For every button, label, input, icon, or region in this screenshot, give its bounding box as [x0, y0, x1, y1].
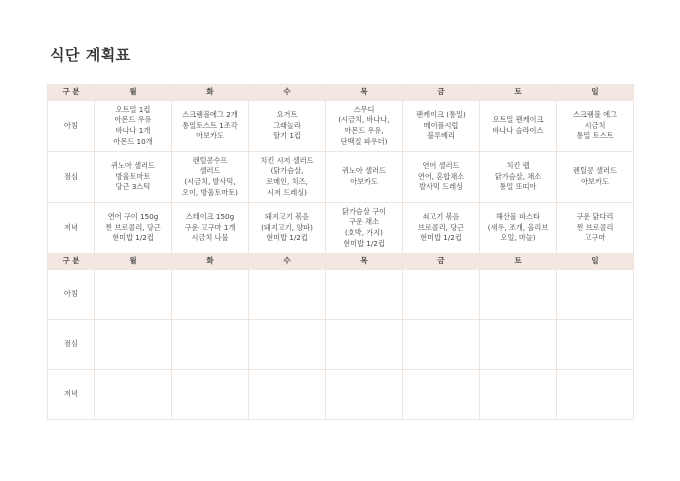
meal-item: 오트밀 팬케이크	[492, 115, 544, 125]
meal-item: 당근 3스틱	[115, 182, 151, 192]
header-cell-category: 구 분	[48, 85, 95, 101]
blank-header-cell: 목	[326, 254, 403, 270]
blank-meal-cell[interactable]	[249, 270, 326, 320]
meal-cell	[249, 152, 326, 203]
meal-row	[48, 152, 634, 203]
meal-item: 연어 구이 150g	[107, 212, 159, 222]
blank-meal-cell[interactable]	[480, 270, 557, 320]
blank-meal-cell[interactable]	[172, 320, 249, 370]
blank-header-cell: 수	[249, 254, 326, 270]
meal-item: 닭가슴살 구이	[342, 206, 386, 216]
header-cell-fri: 금	[403, 85, 480, 101]
meal-item: 바나나 1개	[115, 126, 151, 135]
meal-item: 스크램블 에그	[573, 110, 617, 120]
meal-cell	[172, 152, 249, 203]
header-cell-sat: 토	[480, 85, 557, 101]
blank-meal-cell[interactable]	[403, 370, 480, 420]
header-cell-tue: 화	[172, 85, 249, 101]
meal-item: (시금치, 발사믹,	[184, 177, 236, 186]
meal-item: 발사믹 드레싱	[419, 182, 463, 192]
meal-item: 스무디	[353, 104, 375, 114]
meal-cell	[480, 152, 557, 203]
meal-item: 쇠고기 볶음	[422, 212, 460, 222]
meal-item: 시저 드레싱)	[267, 187, 307, 197]
blank-meal-cell[interactable]	[249, 370, 326, 420]
meal-item: 시금치	[584, 120, 606, 130]
blank-meal-cell[interactable]	[172, 370, 249, 420]
meal-item: 렌틸콩 샐러드	[573, 166, 617, 176]
meal-item: 치킨 랩	[506, 161, 530, 171]
meal-item: (돼지고기, 양파)	[261, 222, 313, 232]
meal-item: 아보카도	[196, 131, 224, 141]
meal-cell	[172, 203, 249, 254]
blank-meal-cell[interactable]	[557, 320, 634, 370]
row-label: 점심	[48, 152, 95, 203]
blank-meal-row	[48, 370, 634, 420]
meal-cell	[403, 203, 480, 254]
meal-item: 브로콜리, 당근	[417, 222, 465, 232]
blank-header-cell: 구 분	[48, 254, 95, 270]
meal-item: 구운 고구마 1개	[184, 222, 236, 232]
blank-header-cell: 금	[403, 254, 480, 270]
meal-cell	[95, 203, 172, 254]
meal-item: 바나나 슬라이스	[492, 126, 544, 135]
meal-item: 퀴노아 샐러드	[342, 166, 386, 176]
meal-item: 찐 브로콜리, 당근	[105, 222, 161, 232]
meal-item: (닭가슴살,	[270, 166, 304, 176]
page-title: 식단 계획표	[50, 46, 131, 64]
meal-cell	[403, 152, 480, 203]
meal-item: 스테이크 150g	[185, 212, 235, 222]
meal-cell	[557, 101, 634, 152]
meal-item: 현미밥 1/2컵	[420, 233, 462, 243]
blank-header-cell: 화	[172, 254, 249, 270]
meal-item: 현미밥 1/2컵	[266, 233, 308, 243]
meal-item: 통밀 토스트	[576, 131, 614, 141]
meal-item: 아보카도	[581, 177, 609, 186]
meal-cell	[557, 152, 634, 203]
meal-cell	[326, 152, 403, 203]
meal-item: 메이플시럽	[423, 120, 459, 130]
meal-item: 구운 닭다리	[576, 212, 614, 222]
row-label: 아침	[48, 270, 95, 320]
blank-meal-cell[interactable]	[249, 320, 326, 370]
meal-item: 퀴노아 샐러드	[111, 161, 155, 171]
blank-meal-row	[48, 320, 634, 370]
meal-item: 아보카도	[350, 177, 378, 186]
meal-item: (호박, 가지)	[345, 228, 383, 237]
blank-meal-cell[interactable]	[403, 320, 480, 370]
meal-item: 샐러드	[199, 166, 221, 176]
header-cell-sun: 일	[557, 85, 634, 101]
meal-item: 시금치 나물	[191, 233, 229, 243]
meal-item: (시금치, 바나나,	[338, 115, 390, 125]
meal-cell	[557, 203, 634, 254]
meal-item: 블루베리	[427, 131, 455, 141]
meal-item: 스크램블에그 2개	[182, 110, 238, 120]
meal-plan-table	[47, 84, 634, 420]
header-row	[48, 85, 634, 101]
blank-meal-cell[interactable]	[95, 370, 172, 420]
meal-item: 요거트	[276, 110, 298, 120]
blank-header-cell: 월	[95, 254, 172, 270]
meal-item: 아몬드 우유	[114, 115, 152, 125]
meal-item: 오일, 마늘)	[500, 233, 536, 243]
blank-header-row	[48, 254, 634, 270]
meal-item: 연어, 혼합채소	[417, 171, 465, 181]
meal-cell	[326, 101, 403, 152]
meal-item: 오트밀 1컵	[115, 104, 151, 114]
meal-cell	[95, 101, 172, 152]
meal-cell	[95, 152, 172, 203]
blank-meal-cell[interactable]	[172, 270, 249, 320]
meal-cell	[326, 203, 403, 254]
meal-item: 치킨 시저 샐러드	[260, 155, 314, 165]
meal-cell	[172, 101, 249, 152]
blank-meal-cell[interactable]	[326, 320, 403, 370]
meal-item: 현미밥 1/2컵	[343, 238, 385, 248]
meal-cell	[403, 101, 480, 152]
meal-item: 그래놀라	[273, 120, 301, 130]
blank-header-cell: 토	[480, 254, 557, 270]
meal-item: 닭가슴살, 채소	[494, 171, 542, 181]
blank-header-cell: 일	[557, 254, 634, 270]
meal-item: 팬케이크 (통밀)	[416, 110, 466, 120]
row-label: 저녁	[48, 203, 95, 254]
meal-cell	[249, 101, 326, 152]
meal-item: 통밀토스트 1조각	[182, 120, 238, 130]
row-label: 저녁	[48, 370, 95, 420]
meal-item: 돼지고기 볶음	[265, 212, 309, 222]
meal-item: 방울토마토	[115, 171, 151, 181]
blank-meal-cell[interactable]	[95, 320, 172, 370]
meal-item: 렌틸콩수프	[192, 155, 228, 165]
blank-meal-cell[interactable]	[326, 270, 403, 320]
blank-meal-cell[interactable]	[403, 270, 480, 320]
header-cell-mon: 월	[95, 85, 172, 101]
meal-cell	[480, 203, 557, 254]
meal-row	[48, 101, 634, 152]
row-label: 아침	[48, 101, 95, 152]
blank-meal-cell[interactable]	[326, 370, 403, 420]
meal-cell	[480, 101, 557, 152]
meal-item: 아몬드 10개	[113, 136, 153, 146]
blank-meal-cell[interactable]	[95, 270, 172, 320]
row-label: 점심	[48, 320, 95, 370]
meal-item: (새우, 조개, 올리브	[487, 222, 549, 232]
meal-item: 아몬드 우유,	[344, 126, 384, 135]
blank-meal-row	[48, 270, 634, 320]
meal-item: 통밀 또띠아	[499, 182, 537, 192]
meal-item: 단백질 파우더)	[340, 136, 388, 146]
meal-item: 연어 샐러드	[422, 161, 460, 171]
meal-item: 고구마	[584, 233, 606, 243]
meal-row	[48, 203, 634, 254]
meal-item: 딸기 1컵	[273, 131, 301, 141]
meal-item: 구운 채소	[348, 217, 380, 227]
blank-meal-cell[interactable]	[557, 370, 634, 420]
blank-meal-cell[interactable]	[480, 320, 557, 370]
header-cell-thu: 목	[326, 85, 403, 101]
meal-item: 찐 브로콜리	[576, 222, 614, 232]
blank-meal-cell[interactable]	[480, 370, 557, 420]
header-cell-wed: 수	[249, 85, 326, 101]
meal-item: 해산물 파스타	[496, 212, 540, 222]
meal-item: 오이, 방울토마토)	[182, 187, 238, 197]
meal-item: 로메인, 치즈,	[266, 177, 308, 186]
meal-item: 현미밥 1/2컵	[112, 233, 154, 243]
blank-meal-cell[interactable]	[557, 270, 634, 320]
meal-plan-body	[48, 85, 634, 420]
meal-cell	[249, 203, 326, 254]
